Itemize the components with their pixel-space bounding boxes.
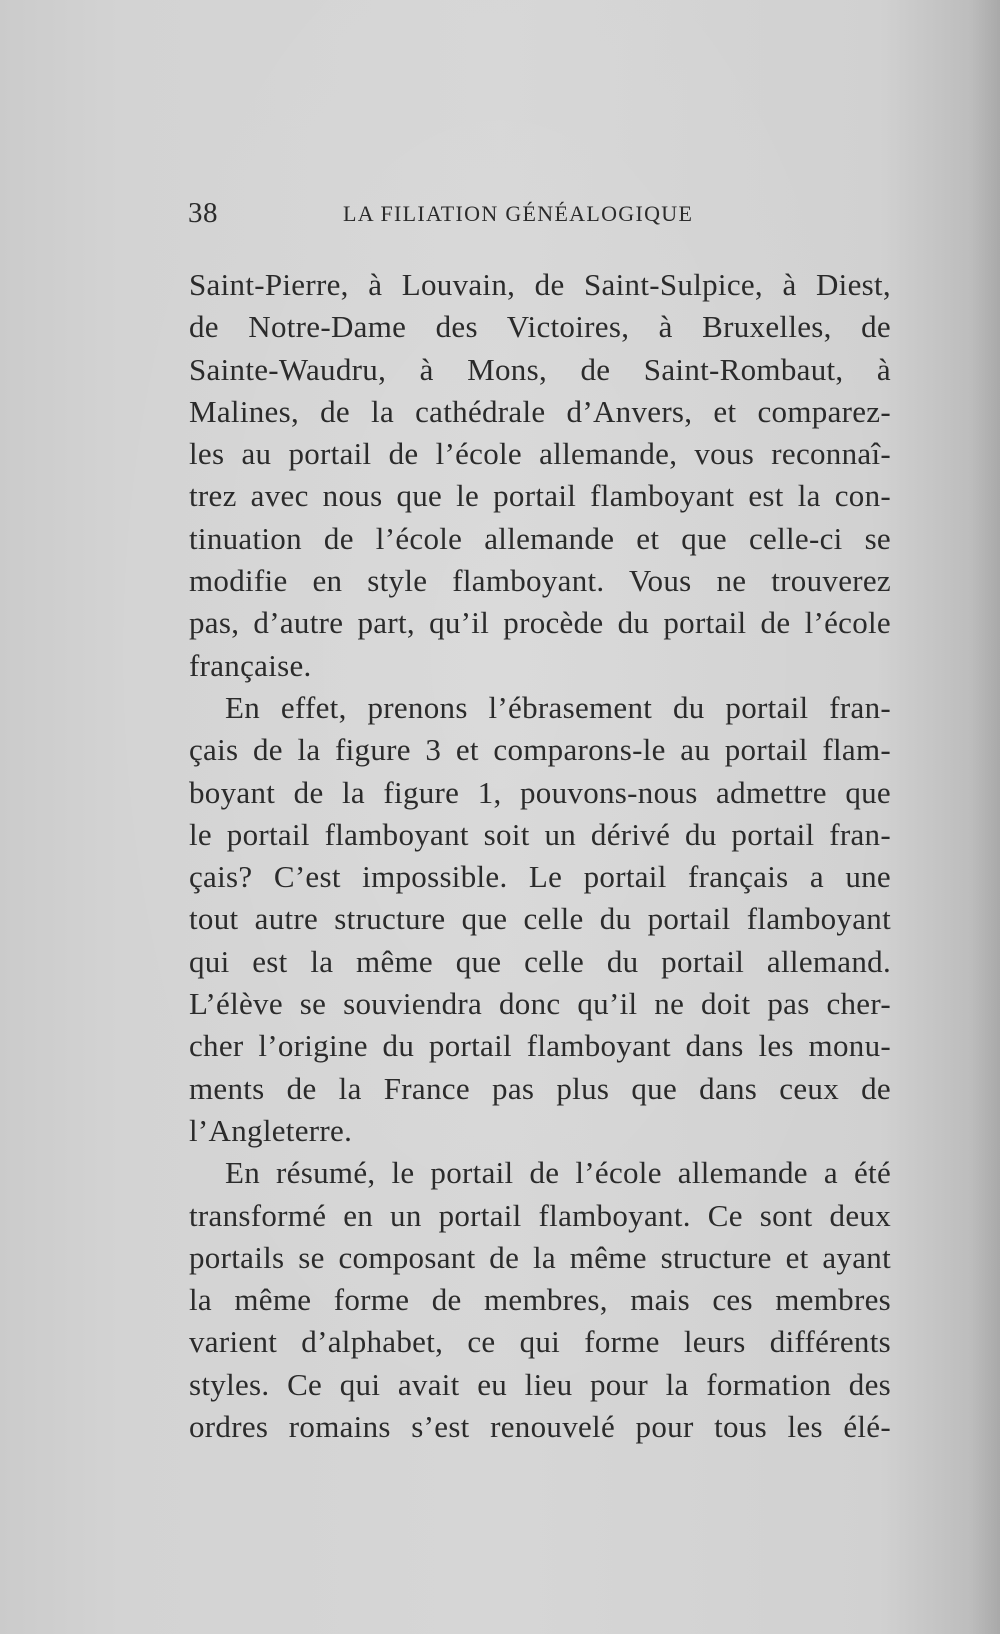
text-line: cher l’origine du portail flamboyant dans les monu- xyxy=(189,1028,891,1064)
text-line: Malines, de la cathédrale d’Anvers, et comparez- xyxy=(189,393,891,429)
text-line: ordres romains s’est renouvelé pour tous les élé- xyxy=(189,1409,891,1445)
page-number: 38 xyxy=(188,197,218,229)
running-title: LA FILIATION GÉNÉALOGIQUE xyxy=(343,201,694,226)
text-line: boyant de la figure 1, pouvons-nous admettre que xyxy=(189,774,891,810)
text-line: trez avec nous que le portail flamboyant est la con- xyxy=(189,478,891,514)
text-line: les au portail de l’école allemande, vous reconnaî- xyxy=(189,436,891,472)
body-text xyxy=(189,264,891,1448)
paragraph-2 xyxy=(189,687,891,1152)
text-line: la même forme de membres, mais ces membres xyxy=(189,1282,891,1318)
text-line: de Notre-Dame des Victoires, à Bruxelles, de xyxy=(189,309,891,345)
text-line: transformé en un portail flamboyant. Ce sont deux xyxy=(189,1197,891,1233)
text-line: le portail flamboyant soit un dérivé du portail fran- xyxy=(189,816,891,852)
text-line: Sainte-Waudru, à Mons, de Saint-Rombaut, à xyxy=(189,351,891,387)
text-line: tout autre structure que celle du portail flamboyant xyxy=(189,901,891,937)
paragraph-3 xyxy=(189,1152,891,1448)
text-line: çais de la figure 3 et comparons-le au portail flam- xyxy=(189,732,891,768)
text-line: pas, d’autre part, qu’il procède du portail de l’école xyxy=(189,605,891,641)
text-line: varient d’alphabet, ce qui forme leurs différents xyxy=(189,1324,891,1360)
text-line: modifie en style flamboyant. Vous ne trouverez xyxy=(189,563,891,599)
text-line: Saint-Pierre, à Louvain, de Saint-Sulpice, à Diest, xyxy=(189,267,891,302)
page-header xyxy=(188,193,744,233)
text-line: styles. Ce qui avait eu lieu pour la formation des xyxy=(189,1366,891,1402)
text-line: En résumé, le portail de l’école allemande a été xyxy=(225,1155,891,1191)
text-line: tinuation de l’école allemande et que celle-ci se xyxy=(189,520,891,556)
paragraph-1 xyxy=(189,264,891,687)
text-line: portails se composant de la même structure et ayant xyxy=(189,1239,891,1275)
text-line: l’Angleterre. xyxy=(189,1112,353,1148)
text-line: qui est la même que celle du portail allemand. xyxy=(189,943,891,979)
text-line: L’élève se souviendra donc qu’il ne doit pas cher- xyxy=(189,986,891,1022)
text-line: çais? C’est impossible. Le portail français a une xyxy=(189,859,891,895)
text-line: En effet, prenons l’ébrasement du portail fran- xyxy=(225,689,891,725)
text-line: française. xyxy=(189,647,312,683)
text-line: ments de la France pas plus que dans ceux de xyxy=(189,1070,891,1106)
